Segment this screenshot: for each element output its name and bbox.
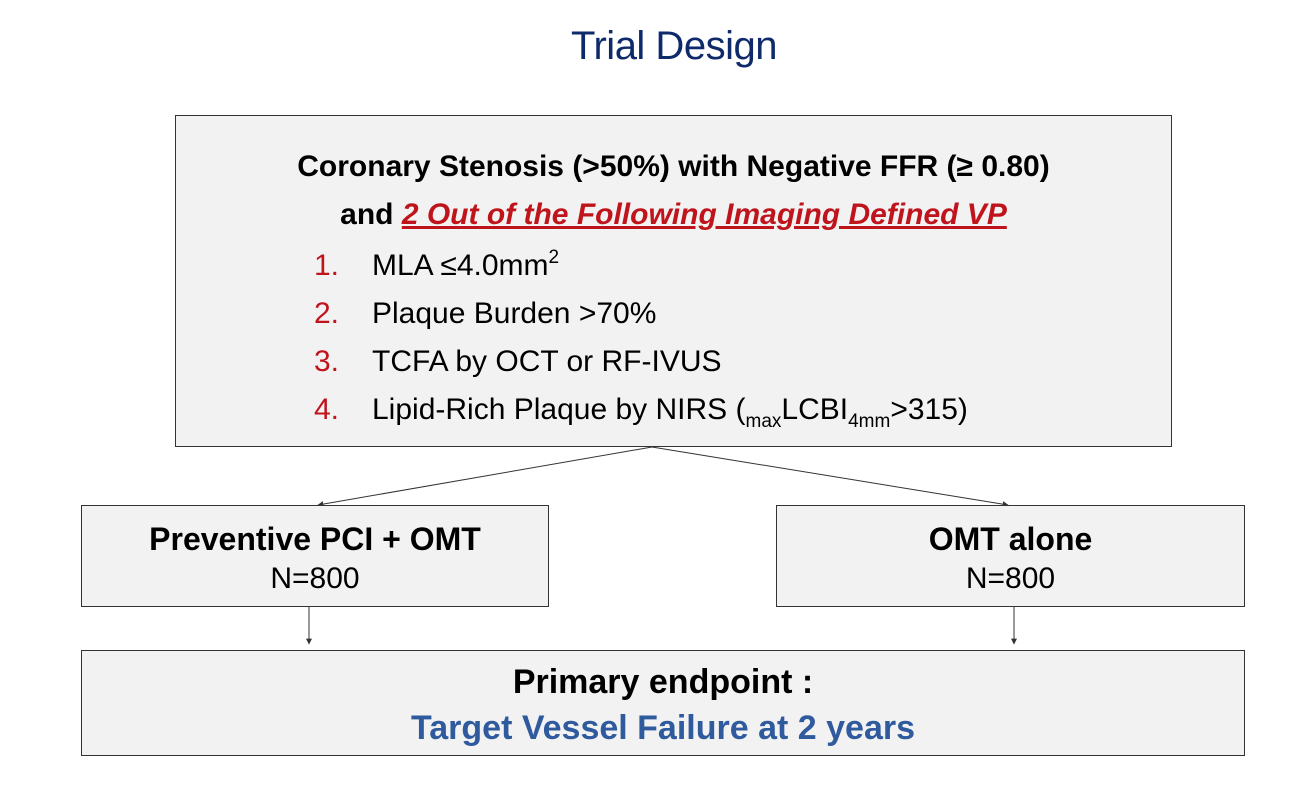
arm-omt-name: OMT alone [928,521,1093,557]
item-subscript-4mm: 4mm [848,411,891,432]
arm-omt-n: N=800 [965,562,1056,595]
criteria-item-mla [314,242,968,290]
item-number: 1. [314,249,340,282]
item-text: MLA ≤4.0mm [372,249,549,282]
arm-pci-name: Preventive PCI + OMT [149,521,481,557]
item-number: 2. [314,297,340,330]
endpoint-label: Primary endpoint : [512,663,814,701]
criteria-line-1: Coronary Stenosis (>50%) with Negative FFR (≥ 0.80) [297,150,1050,183]
imaging-criteria-list [314,242,968,434]
item-superscript: 2 [548,247,560,268]
arm-omt-box [776,505,1245,607]
item-subscript-max: max [745,411,782,432]
arrow-to-pci [318,447,652,505]
vulnerable-plaque-requirement: 2 Out of the Following Imaging Defined VP [401,198,1007,231]
endpoint-value: Target Vessel Failure at 2 years [411,709,915,747]
item-text-b: LCBI [781,393,849,426]
criteria-item-tcfa [314,338,968,386]
criteria-item-lipid-rich [314,386,968,434]
primary-endpoint-box [81,650,1245,756]
item-text: Plaque Burden >70% [372,297,657,330]
arm-pci-n: N=800 [270,562,360,595]
item-text: TCFA by OCT or RF-IVUS [372,345,722,378]
item-number: 4. [314,393,340,426]
arrow-to-omt [652,447,1008,505]
item-number: 3. [314,345,340,378]
inclusion-criteria-box [175,115,1172,447]
item-text-a: Lipid-Rich Plaque by NIRS ( [372,393,746,426]
page-title: Trial Design [571,24,777,68]
criteria-item-plaque-burden [314,290,968,338]
arm-pci-box [81,505,549,607]
criteria-line-2 [176,198,1171,232]
item-text-c: >315) [890,393,968,426]
criteria-line-2-prefix: and [340,198,402,231]
